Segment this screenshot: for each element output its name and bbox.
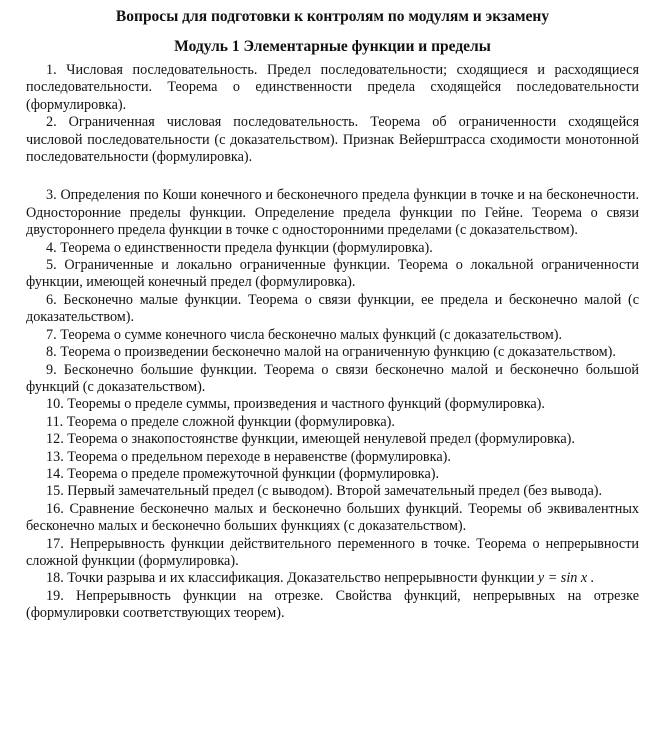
item-number: 6. <box>46 291 57 308</box>
item-number: 11. <box>46 413 64 430</box>
module-title: Модуль 1 Элементарные функции и пределы <box>174 38 491 55</box>
document-title: Вопросы для подготовки к контролям по модулям и экзамену <box>115 8 550 25</box>
item-number: 14. <box>46 465 64 482</box>
item-number: 12. <box>46 431 64 448</box>
item-text: Теорема о пределе промежуточной функции (формулировка). <box>67 465 440 482</box>
item-text: Ограниченная числовая последовательность. Теорема об ограниченности сходящейся числовой последовательности (с доказательством). Признак Вейерштрасса сходимости монотонной последовательности (формулировка). <box>26 114 640 166</box>
list-item <box>26 292 639 327</box>
item-number: 1. <box>46 62 57 78</box>
list-item <box>26 257 639 292</box>
list-item <box>26 483 639 500</box>
item-text: Непрерывность функции на отрезке. Свойства функций, непрерывных на отрезке (формулировки соответствующих теорем). <box>26 587 639 622</box>
item-text: Теорема о знакопостоянстве функции, имеющей ненулевой предел (формулировка). <box>67 431 575 448</box>
list-item <box>26 449 639 466</box>
item-text: Теорема о единственности предела функции (формулировка). <box>60 239 433 256</box>
list-item <box>26 431 639 448</box>
item-text: Сравнение бесконечно малых и бесконечно больших функций. Теоремы об эквивалентных бесконечно малых и бесконечно больших функциях (с доказательством). <box>26 500 639 535</box>
item-number: 7. <box>46 326 57 343</box>
item-text: Теорема о пределе сложной функции (формулировка). <box>66 413 395 430</box>
item-number: 5. <box>46 257 57 274</box>
item-text: Теорема о произведении бесконечно малой на ограниченную функцию (с доказательством). <box>60 344 616 361</box>
item-number: 19. <box>46 587 64 604</box>
list-item <box>26 62 639 114</box>
list-item <box>26 344 639 361</box>
list-item <box>26 414 639 431</box>
item-number: 10. <box>46 396 64 413</box>
item-text: Бесконечно малые функции. Теорема о связи функции, ее предела и бесконечно малой (с доказательством). <box>26 291 639 326</box>
item-number: 8. <box>46 344 57 361</box>
item-text: Числовая последовательность. Предел последовательности; сходящиеся и расходящиеся последовательности. Теорема о единственности предела сходящейся последовательности (формулировка). <box>26 62 639 113</box>
list-item <box>26 466 639 483</box>
list-item <box>26 588 639 623</box>
question-list-group-2 <box>26 187 639 622</box>
item-number: 9. <box>46 361 57 378</box>
item-number: 4. <box>46 239 57 256</box>
item-number: 15. <box>46 483 64 500</box>
list-item <box>26 327 639 344</box>
section-gap <box>26 166 639 187</box>
question-list-group-1 <box>26 62 639 166</box>
list-item <box>26 501 639 536</box>
item-number: 13. <box>46 448 64 465</box>
item-text: Первый замечательный предел (с выводом). Второй замечательный предел (без вывода). <box>67 483 603 500</box>
item-text: Теорема о сумме конечного числа бесконечно малых функций (с доказательством). <box>60 326 563 343</box>
list-item <box>26 362 639 397</box>
item-text: Бесконечно большие функции. Теорема о связи бесконечно малой и бесконечно большой функций (с доказательством). <box>26 361 639 395</box>
list-item <box>26 536 639 571</box>
formula: y = sin x . <box>537 570 595 587</box>
item-number: 17. <box>46 535 64 552</box>
item-number: 18. <box>46 570 64 587</box>
list-item <box>26 114 639 166</box>
item-text: Непрерывность функции действительного переменного в точке. Теорема о непрерывности сложной функции (формулировка). <box>26 535 640 569</box>
item-number: 2. <box>46 114 57 131</box>
item-text: Теоремы о пределе суммы, произведения и частного функций (формулировка). <box>67 396 545 413</box>
item-number: 16. <box>46 500 64 517</box>
list-item <box>26 240 639 257</box>
item-text: Теорема о предельном переходе в неравенстве (формулировка). <box>67 448 451 465</box>
item-text: Точки разрыва и их классификация. Доказательство непрерывности функции <box>67 570 535 587</box>
list-item <box>26 187 639 239</box>
item-number: 3. <box>46 187 57 204</box>
list-item <box>26 570 639 587</box>
item-text: Ограниченные и локально ограниченные функции. Теорема о локальной ограниченности функции, имеющей конечный предел (формулировка). <box>26 257 640 291</box>
item-text: Определения по Коши конечного и бесконечного предела функции в точке и на бесконечности. Односторонние пределы функции. Определение предела функции по Гейне. Теорема о связи двустороннего предела функции в точке с односторонними пределами (с доказательством). <box>26 187 639 239</box>
list-item <box>26 396 639 413</box>
